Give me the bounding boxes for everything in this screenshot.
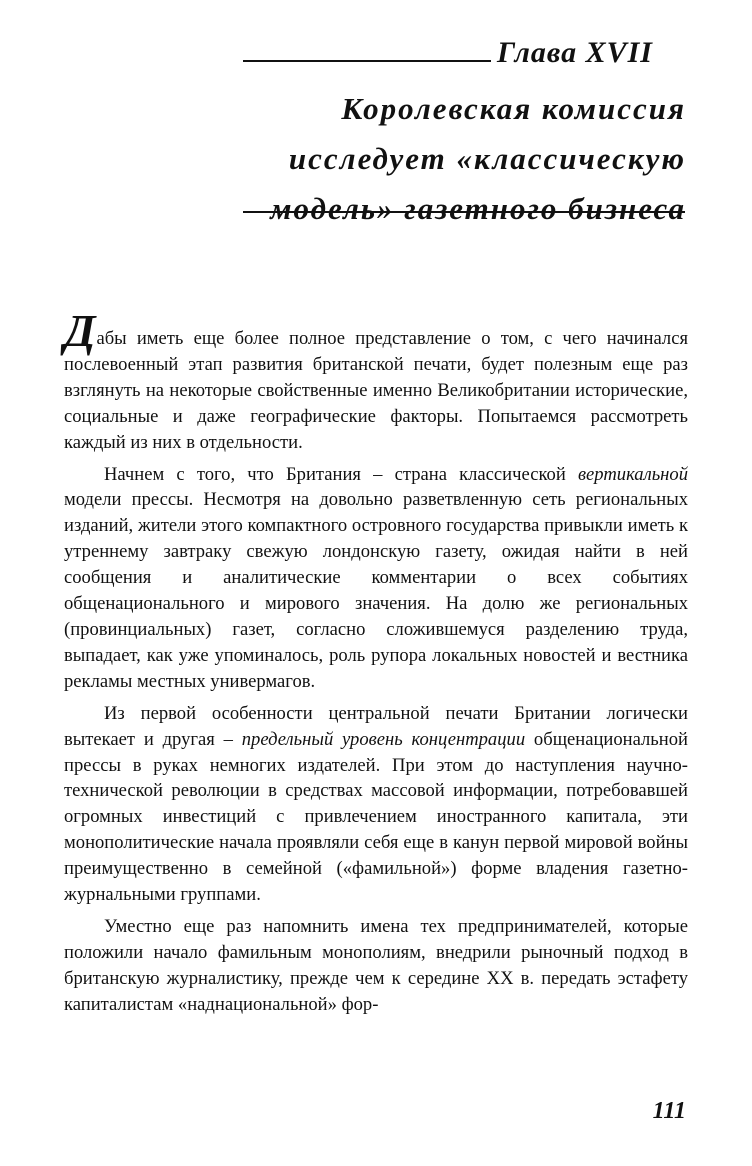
- paragraph-1-text: абы иметь еще более полное представление о том, с чего начинался послевоенный этап развития британской печати, будет полезным еще раз взглянуть на некоторые свойственные именно Великобритании исторические, социальные и даже географические факторы. Попытаемся рассмотреть каждый из них в отдельности.: [64, 328, 688, 453]
- paragraph-3-text-b: общенациональной прессы в руках немногих издателей. При этом до наступления научно-технической революции в средствах массовой информации, потребовавшей огромных инвестиций с привлечением иностранного капитала, эти монополитические начала проявляли себя еще в канун первой мировой войны преимущественно в семейной («фамильной») форме владения газетно-журнальными группами.: [64, 728, 688, 906]
- body-text: [64, 305, 688, 1024]
- paragraph-2: [64, 462, 688, 695]
- paragraph-3: [64, 701, 688, 908]
- chapter-rule-top: [243, 60, 491, 62]
- paragraph-2-text-b: модели прессы. Несмотря на довольно разветвленную сеть региональных изданий, жители этого компактного островного государства привыкли иметь к утреннему завтраку свежую лондонскую газету, ожидая найти в ней сообщения и аналитические комментарии о всех событиях общенационального и мирового значения. На долю же региональных (провинциальных) газет, согласно сложившемуся разделению труда, выпадает, как уже упоминалось, роль рупора локальных новостей и вестника рекламы местных универмагов.: [64, 489, 688, 692]
- paragraph-3-text-a: Из первой особенности центральной печати Британии логически вытекает и другая –: [64, 702, 688, 750]
- paragraph-1: [64, 305, 688, 456]
- paragraph-2-emphasis: вертикальной: [577, 463, 688, 485]
- chapter-title-line-2: исследует «классическую: [288, 141, 686, 176]
- paragraph-3-emphasis: предельный уровень концентрации: [241, 728, 526, 750]
- paragraph-2-text-a: Начнем с того, что Британия – страна классической: [104, 463, 578, 485]
- paragraph-4-text: Уместно еще раз напомнить имена тех предпринимателей, которые положили начало фамильным монополиям, внедрили рыночный подход в британскую журналистику, прежде чем к середине XX в. передать эстафету капиталистам «наднациональной» фор-: [64, 915, 688, 1015]
- paragraph-4: [64, 914, 688, 1018]
- drop-cap: Д: [64, 305, 96, 356]
- chapter-rule-bottom: [243, 211, 685, 213]
- chapter-title-line-1: Королевская комиссия: [341, 91, 686, 126]
- page-number: 111: [652, 1098, 686, 1124]
- chapter-label: Глава XVII: [497, 36, 653, 69]
- chapter-title-line-3: модель» газетного бизнеса: [270, 191, 686, 226]
